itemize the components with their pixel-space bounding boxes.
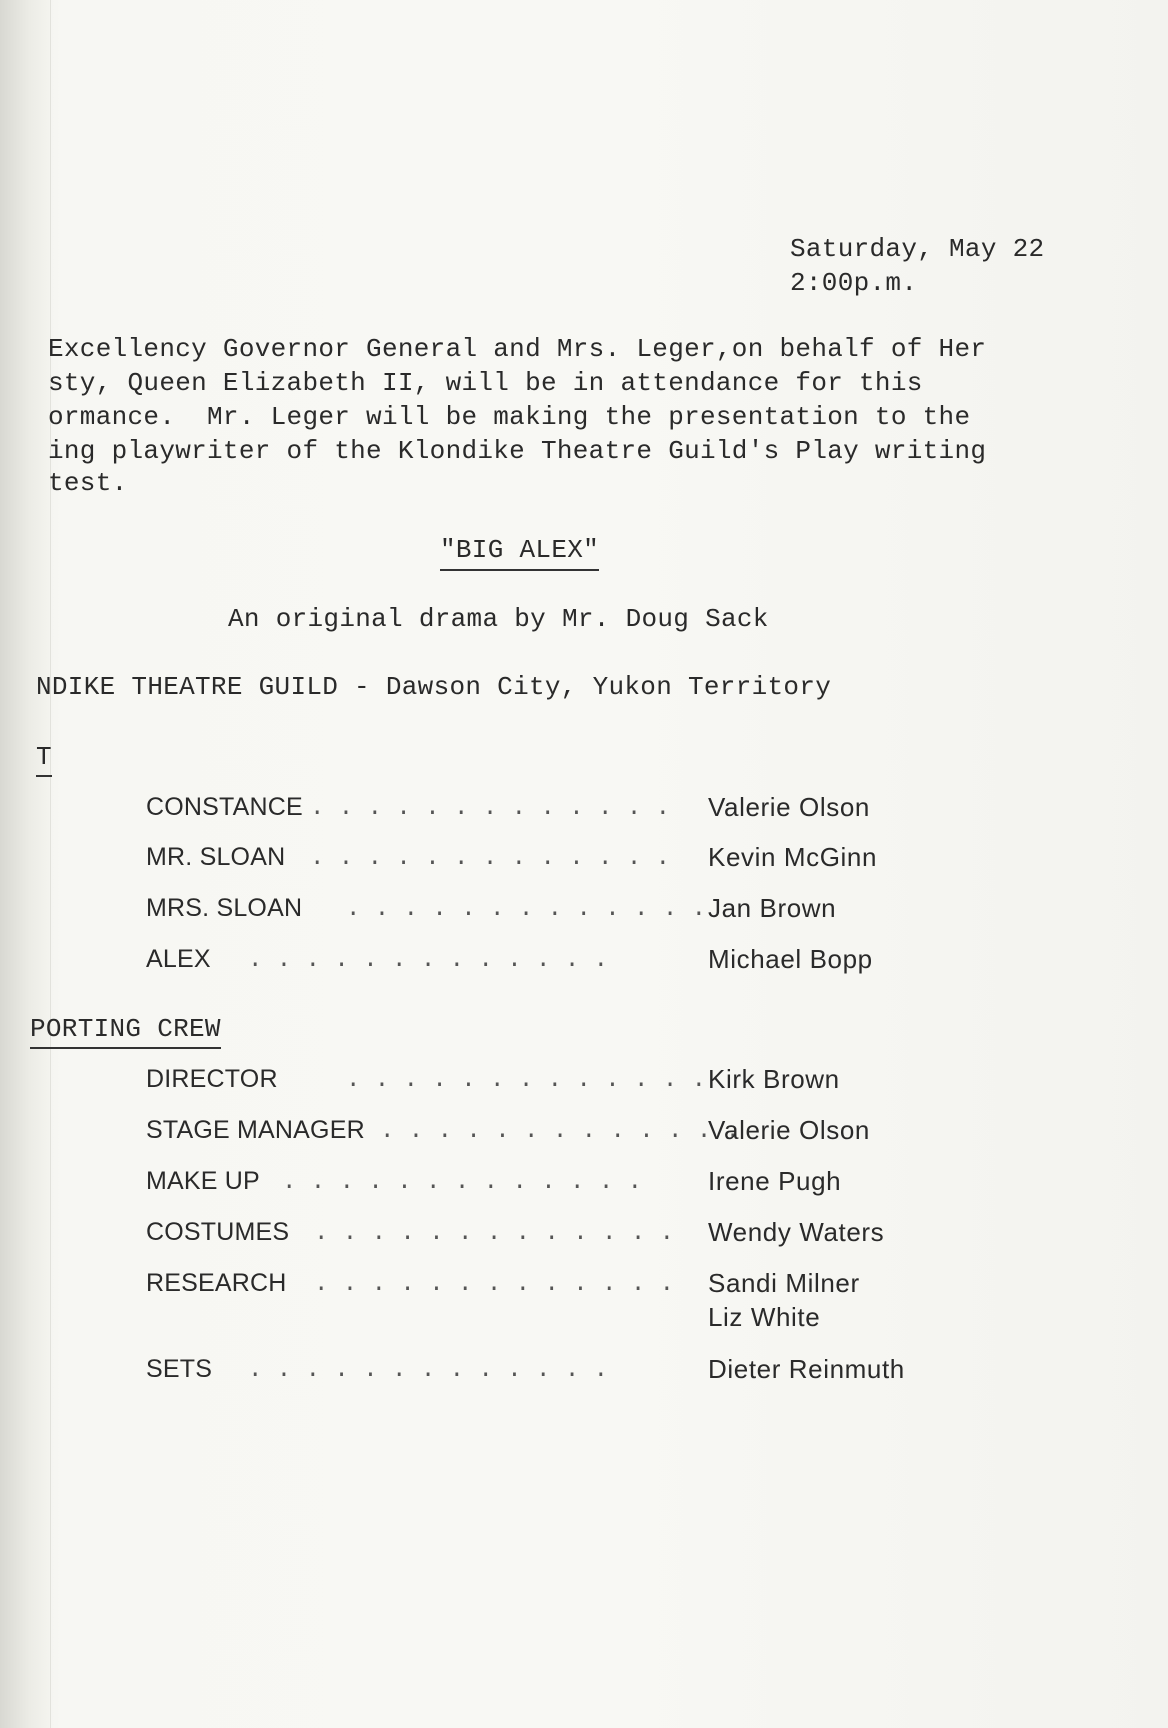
performance-time: 2:00p.m. — [790, 268, 918, 298]
performance-date: Saturday, May 22 — [790, 234, 1045, 264]
crew-heading: PORTING CREW — [30, 1012, 221, 1049]
cast-heading: T — [36, 740, 52, 777]
crew-role: MAKE UP — [146, 1167, 260, 1195]
cast-name: Valerie Olson — [708, 792, 870, 822]
leader-dots: . . . . . . . . . . . . . — [248, 947, 609, 974]
crew-role: RESEARCH — [146, 1269, 287, 1297]
crew-name: Dieter Reinmuth — [708, 1354, 905, 1384]
leader-dots: . . . . . . . . . . . . . — [314, 1220, 675, 1247]
leader-dots: . . . . . . . . . . . . . — [346, 1067, 707, 1094]
crew-role: DIRECTOR — [146, 1065, 278, 1093]
crew-name: Irene Pugh — [708, 1166, 842, 1196]
cast-role: MRS. SLOAN — [146, 894, 303, 922]
cast-name: Kevin McGinn — [708, 842, 878, 872]
play-subtitle: An original drama by Mr. Doug Sack — [228, 604, 769, 634]
leader-dots: . . . . . . . . . . . . . — [248, 1357, 609, 1384]
cast-name: Michael Bopp — [708, 944, 873, 974]
intro-line: ormance. Mr. Leger will be making the presentation to the — [48, 402, 971, 432]
cast-role: ALEX — [146, 945, 211, 973]
crew-name: Kirk Brown — [708, 1064, 840, 1094]
cast-name: Jan Brown — [708, 893, 837, 923]
intro-line: Excellency Governor General and Mrs. Leger,on behalf of Her — [48, 334, 987, 364]
crew-name: Sandi Milner — [708, 1268, 860, 1298]
cast-role: CONSTANCE — [146, 793, 303, 821]
play-title: "BIG ALEX" — [440, 533, 599, 571]
crew-name: Wendy Waters — [708, 1217, 885, 1247]
leader-dots: . . . . . . . . . . . . . — [380, 1118, 741, 1145]
crew-role: STAGE MANAGER — [146, 1116, 365, 1144]
leader-dots: . . . . . . . . . . . . . — [314, 1271, 675, 1298]
intro-line: sty, Queen Elizabeth II, will be in attendance for this — [48, 368, 923, 398]
company-line: NDIKE THEATRE GUILD - Dawson City, Yukon Territory — [36, 672, 832, 702]
cast-role: MR. SLOAN — [146, 843, 286, 871]
page-fold — [0, 0, 51, 1728]
crew-name-secondary: Liz White — [708, 1302, 821, 1332]
crew-role: SETS — [146, 1355, 213, 1383]
leader-dots: . . . . . . . . . . . . . — [346, 896, 707, 923]
intro-line: test. — [48, 468, 128, 498]
crew-name: Valerie Olson — [708, 1115, 870, 1145]
intro-line: ing playwriter of the Klondike Theatre Guild's Play writing — [48, 436, 987, 466]
leader-dots: . . . . . . . . . . . . . — [310, 845, 671, 872]
leader-dots: . . . . . . . . . . . . . — [282, 1169, 643, 1196]
leader-dots: . . . . . . . . . . . . . — [310, 795, 671, 822]
crew-role: COSTUMES — [146, 1218, 290, 1246]
